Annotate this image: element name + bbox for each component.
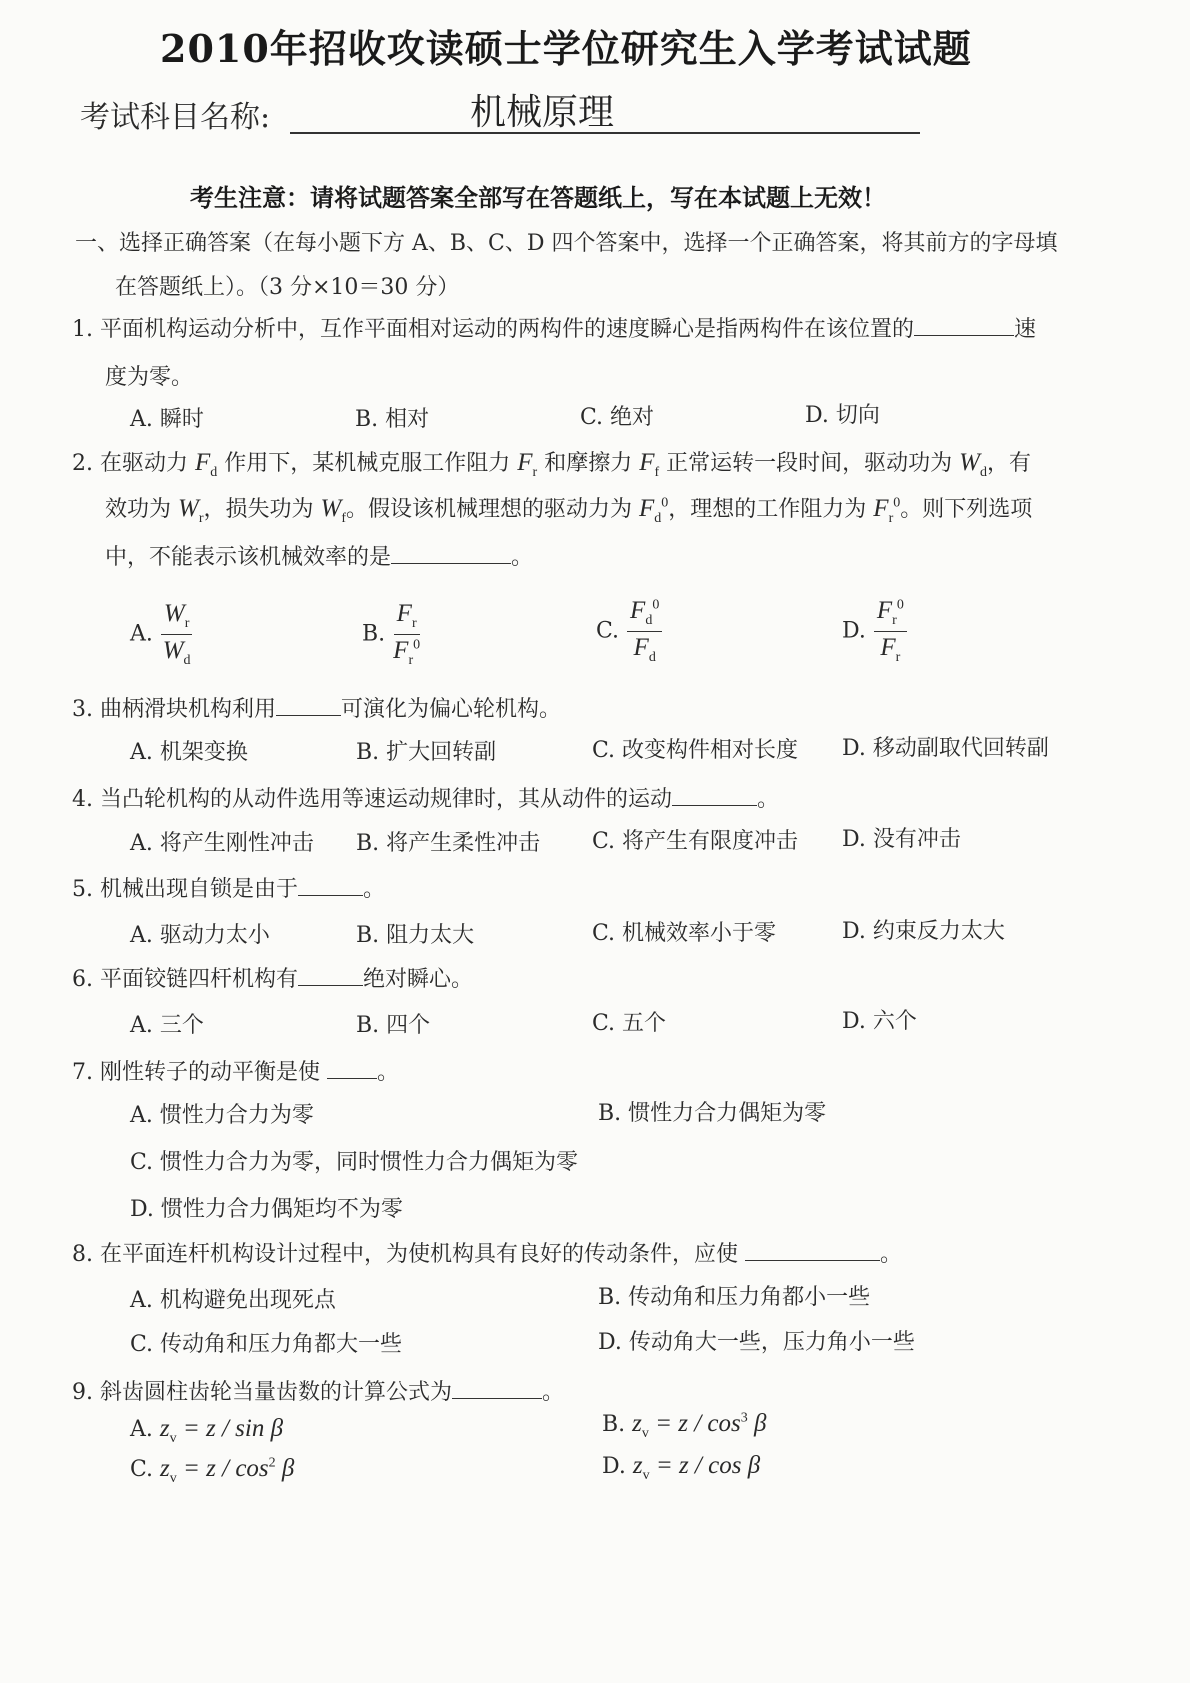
- text: ，有: [987, 451, 1032, 476]
- text: 。: [542, 1380, 565, 1405]
- math-symbol: $F_f$: [639, 449, 660, 480]
- subscript: d: [654, 511, 662, 526]
- question-5-option-a: [130, 918, 270, 949]
- text: 作用下，某机械克服工作阻力: [217, 451, 518, 476]
- subscript: r: [532, 465, 538, 480]
- math-symbol: $F_d$: [194, 449, 218, 480]
- text: C. 机械效率小于零: [592, 921, 777, 946]
- math-text: β: [275, 1455, 295, 1482]
- denominator: [393, 635, 420, 669]
- subscript: d: [210, 465, 218, 480]
- question-4-option-b: [356, 826, 540, 857]
- numerator: [874, 597, 907, 632]
- text: 6. 平面铰链四杆机构有: [72, 967, 298, 992]
- fraction: [161, 600, 193, 669]
- question-3-text: [72, 692, 561, 723]
- subscript: v: [169, 1431, 177, 1446]
- subscript: r: [408, 653, 414, 668]
- subject-label: 考试科目名称:: [80, 100, 271, 135]
- subscript: r: [198, 511, 204, 526]
- question-8-option-b: [598, 1280, 870, 1311]
- text: B. 惯性力合力偶矩为零: [598, 1101, 827, 1126]
- answer-blank: [745, 1242, 880, 1261]
- subscript: f: [654, 465, 660, 480]
- text: 。: [879, 1242, 902, 1267]
- math-symbol: $W_r$: [178, 495, 204, 526]
- question-5-text: [72, 872, 385, 903]
- text: 。: [362, 877, 385, 902]
- math-text: = z / cos β: [649, 1452, 761, 1479]
- question-7-option-c: [130, 1145, 578, 1176]
- text: 。: [757, 787, 780, 812]
- exam-title: 2010年招收攻读硕士学位研究生入学考试试题: [160, 26, 972, 71]
- text: 2. 在驱动力: [72, 451, 195, 476]
- question-3-option-a: [130, 735, 248, 766]
- subscript: r: [411, 616, 417, 631]
- text: 和摩擦力: [537, 451, 640, 476]
- text: C.: [130, 1457, 161, 1482]
- superscript: 2: [268, 1455, 276, 1471]
- answer-blank: [452, 1380, 542, 1399]
- text: B. 相对: [355, 407, 430, 432]
- math-symbol: $F_r$: [396, 600, 417, 631]
- math-symbol: $z_v$: [632, 1452, 650, 1483]
- question-9-option-a: [130, 1415, 283, 1447]
- superscript: 0: [652, 597, 660, 613]
- question-6-text: [72, 962, 473, 993]
- math-symbol: $W_f$: [320, 495, 346, 526]
- question-6-option-a: [130, 1008, 204, 1039]
- text: 7. 刚性转子的动平衡是使: [72, 1060, 327, 1085]
- question-1-text: [105, 360, 193, 391]
- superscript: 3: [740, 1410, 748, 1426]
- text: D. 约束反力太大: [842, 919, 1005, 944]
- text: 速: [1014, 317, 1037, 342]
- text: B.: [602, 1412, 633, 1437]
- math-text: = z / cos: [648, 1410, 741, 1437]
- fraction: [874, 597, 907, 666]
- text: 3. 曲柄滑块机构利用: [72, 697, 276, 722]
- fraction: [627, 597, 662, 666]
- question-8-option-a: [130, 1283, 336, 1314]
- subscript: d: [183, 653, 191, 668]
- text: 。: [376, 1060, 399, 1085]
- text: 8. 在平面连杆机构设计过程中，为使机构具有良好的传动条件，应使: [72, 1242, 745, 1267]
- math-text: = z / cos: [176, 1455, 269, 1482]
- denominator: [880, 632, 900, 666]
- superscript: 0: [661, 495, 669, 511]
- text: 度为零。: [105, 365, 194, 390]
- text: A. 瞬时: [130, 407, 204, 432]
- text: 中，不能表示该机械效率的是: [105, 545, 392, 570]
- text: D. 传动角大一些，压力角小一些: [598, 1330, 915, 1355]
- question-2-option-a: [130, 600, 192, 669]
- text: A. 机构避免出现死点: [130, 1288, 336, 1313]
- numerator: [394, 600, 420, 635]
- text: 绝对瞬心。: [362, 967, 473, 992]
- math-symbol: $F_d^0$: [639, 495, 669, 526]
- question-4-option-d: [842, 822, 961, 853]
- question-3-option-b: [356, 735, 496, 766]
- question-4-text: [72, 782, 779, 813]
- text: D.: [842, 618, 866, 644]
- question-8-text: [72, 1237, 902, 1268]
- math-symbol: $F_d$: [633, 634, 656, 665]
- answer-blank: [914, 317, 1014, 336]
- question-1-option-c: [580, 400, 654, 431]
- superscript: 0: [896, 597, 904, 613]
- text: C. 将产生有限度冲击: [592, 829, 799, 854]
- question-2-option-b: [362, 600, 420, 669]
- answer-blank: [298, 877, 363, 896]
- question-7-option-b: [598, 1096, 826, 1127]
- math-symbol: $F_r$: [880, 634, 901, 665]
- subscript: r: [892, 613, 897, 628]
- subscript: f: [341, 511, 346, 526]
- text: A. 将产生刚性冲击: [130, 831, 314, 856]
- question-3-option-c: [592, 733, 798, 764]
- math-symbol: $z_v$: [160, 1455, 177, 1486]
- question-9-text: [72, 1375, 564, 1406]
- text: C.: [596, 618, 620, 644]
- exam-notice: 考生注意：请将试题答案全部写在答题纸上，写在本试题上无效！: [190, 183, 886, 212]
- question-9-option-d: [602, 1452, 760, 1484]
- text: A.: [130, 621, 153, 647]
- question-5-option-c: [592, 916, 776, 947]
- text: 4. 当凸轮机构的从动件选用等速运动规律时，其从动件的运动: [72, 787, 672, 812]
- subject-value: 机械原理: [470, 92, 615, 133]
- question-6-option-b: [356, 1008, 430, 1039]
- answer-blank: [327, 1060, 377, 1079]
- question-1-option-a: [130, 402, 204, 433]
- question-2-text: [72, 446, 1031, 481]
- superscript: 0: [893, 495, 901, 511]
- math-symbol: $F_r^0$: [393, 637, 421, 668]
- text: C. 传动角和压力角都大一些: [130, 1332, 403, 1357]
- question-4-option-a: [130, 826, 314, 857]
- subscript: r: [895, 650, 901, 665]
- question-3-option-d: [842, 731, 1049, 762]
- text: 。则下列选项: [900, 497, 1033, 522]
- question-4-option-c: [592, 824, 798, 855]
- text: B.: [362, 621, 386, 647]
- text: 。: [511, 545, 534, 570]
- question-2-text: [105, 540, 533, 571]
- math-symbol: $F_r^0$: [873, 495, 901, 526]
- text: 5. 机械出现自锁是由于: [72, 877, 298, 902]
- question-2-text: [105, 492, 1032, 527]
- question-9-option-b: [602, 1410, 766, 1442]
- text: ，理想的工作阻力为: [668, 497, 874, 522]
- subscript: v: [642, 1468, 650, 1483]
- section-instruction-line2: 在答题纸上）。（3 分×10＝30 分）: [115, 275, 460, 300]
- question-1-option-b: [355, 402, 429, 433]
- question-5-option-b: [356, 918, 474, 949]
- question-1-option-d: [805, 398, 880, 429]
- fraction: [393, 600, 420, 669]
- question-9-option-c: [130, 1455, 294, 1487]
- question-2-option-c: [596, 597, 662, 666]
- text: C. 五个: [592, 1011, 667, 1036]
- subscript: d: [645, 613, 653, 628]
- section-instruction-line1: 一、选择正确答案（在每小题下方 A、B、C、D 四个答案中，选择一个正确答案，将其前方的字母填: [75, 231, 1058, 256]
- text: B. 阻力太大: [356, 923, 475, 948]
- math-symbol: $F_r$: [517, 449, 538, 480]
- text: D. 移动副取代回转副: [842, 736, 1049, 761]
- text: B. 四个: [356, 1013, 431, 1038]
- math-symbol: $W_d$: [162, 637, 191, 668]
- math-text: β: [747, 1410, 767, 1437]
- subscript: r: [888, 511, 894, 526]
- text: 。假设该机械理想的驱动力为: [346, 497, 639, 522]
- subscript: r: [184, 616, 190, 631]
- subscript: v: [641, 1426, 649, 1441]
- text: C. 惯性力合力为零，同时惯性力合力偶矩为零: [130, 1150, 579, 1175]
- question-6-option-d: [842, 1004, 917, 1035]
- superscript: 0: [413, 637, 421, 653]
- text: 9. 斜齿圆柱齿轮当量齿数的计算公式为: [72, 1380, 452, 1405]
- text: D.: [602, 1454, 633, 1479]
- question-8-option-c: [130, 1327, 402, 1358]
- text: D. 惯性力合力偶矩均不为零: [130, 1197, 403, 1222]
- answer-blank: [391, 545, 511, 564]
- text: A. 惯性力合力为零: [130, 1103, 314, 1128]
- answer-blank: [672, 787, 757, 806]
- question-7-text: [72, 1055, 399, 1086]
- text: D. 切向: [805, 403, 880, 428]
- text: A.: [130, 1417, 160, 1442]
- text: ，损失功为: [203, 497, 321, 522]
- text: C. 绝对: [580, 405, 655, 430]
- text: 正常运转一段时间，驱动功为: [659, 451, 960, 476]
- answer-blank: [298, 967, 363, 986]
- text: A. 三个: [130, 1013, 204, 1038]
- math-symbol: [269, 1455, 276, 1482]
- text: B. 扩大回转副: [356, 740, 497, 765]
- text: 可演化为偏心轮机构。: [340, 697, 561, 722]
- text: 1. 平面机构运动分析中，互作平面相对运动的两构件的速度瞬心是指两构件在该位置的: [72, 317, 914, 342]
- question-2-option-d: [842, 597, 907, 666]
- numerator: [627, 597, 662, 632]
- math-text: = z / sin β: [176, 1415, 284, 1442]
- math-symbol: $W_r$: [163, 600, 190, 631]
- answer-blank: [276, 697, 341, 716]
- question-5-option-d: [842, 914, 1005, 945]
- denominator: [634, 632, 656, 666]
- text: A. 机架变换: [130, 740, 248, 765]
- text: C. 改变构件相对长度: [592, 738, 799, 763]
- text: 效功为: [105, 497, 178, 522]
- math-symbol: $z_v$: [632, 1410, 649, 1441]
- math-symbol: $z_v$: [159, 1415, 177, 1446]
- subscript: d: [648, 650, 656, 665]
- math-symbol: $F_d^0$: [630, 597, 660, 628]
- text: D. 没有冲击: [842, 827, 961, 852]
- math-symbol: $W_d$: [959, 449, 987, 480]
- math-symbol: $F_r^0$: [876, 597, 904, 628]
- numerator: [161, 600, 193, 635]
- text: D. 六个: [842, 1009, 917, 1034]
- question-8-option-d: [598, 1325, 915, 1356]
- subscript: v: [169, 1471, 177, 1486]
- question-6-option-c: [592, 1006, 666, 1037]
- math-symbol: [741, 1410, 748, 1437]
- text: B. 将产生柔性冲击: [356, 831, 541, 856]
- question-7-option-a: [130, 1098, 314, 1129]
- text: A. 驱动力太小: [130, 923, 270, 948]
- subscript: d: [980, 465, 987, 480]
- text: B. 传动角和压力角都小一些: [598, 1285, 871, 1310]
- question-1-text: [72, 312, 1036, 343]
- denominator: [163, 635, 191, 669]
- question-7-option-d: [130, 1192, 403, 1223]
